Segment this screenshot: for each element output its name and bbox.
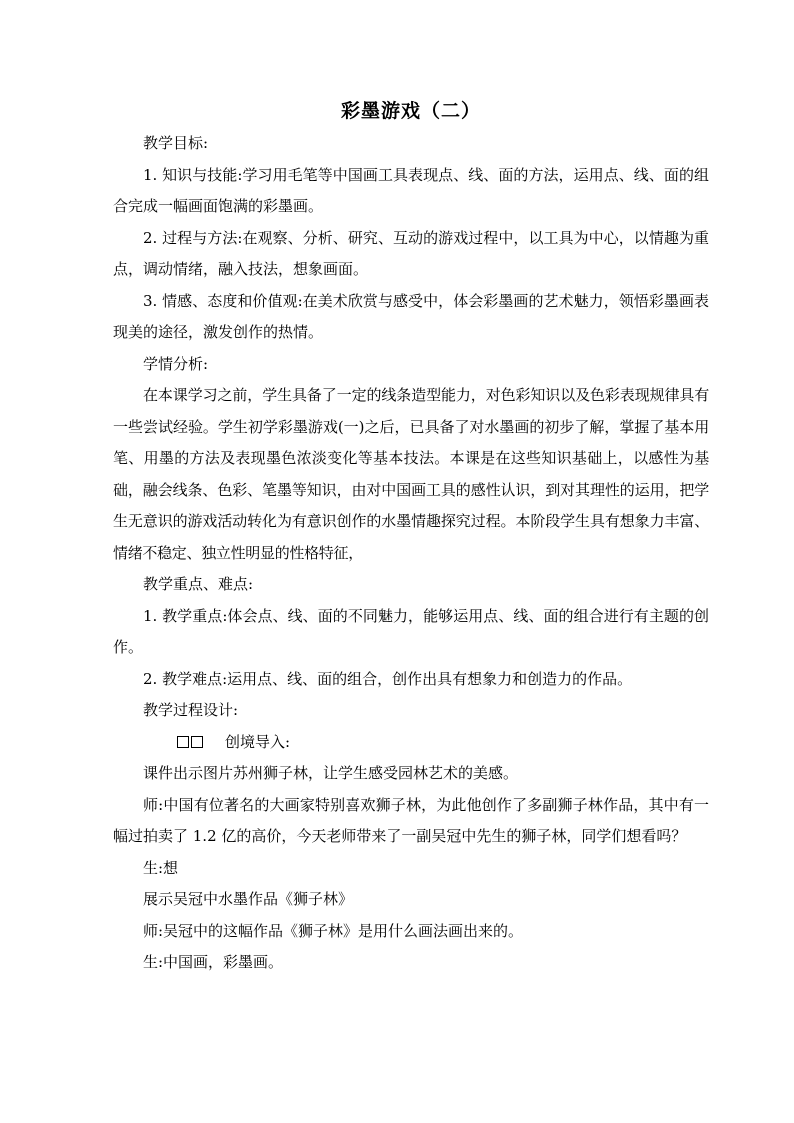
heading-teaching-goals: 教学目标: bbox=[143, 134, 209, 152]
section-heading-line bbox=[113, 727, 709, 759]
heading-teaching-process: 教学过程设计: bbox=[143, 701, 239, 719]
difficult-point-text: 2. 教学难点:运用点、线、面的组合，创作出具有想象力和创造力的作品。 bbox=[143, 669, 633, 688]
courseware-text: 课件出示图片苏州狮子林，让学生感受园林艺术的美感。 bbox=[143, 764, 519, 782]
goal-emotion-values: 3. 情感、态度和价值观:在美术欣赏与感受中，体会彩墨画的艺术魅力，领悟彩墨画表现美的途径，激发创作的热情。 bbox=[113, 291, 709, 341]
show-artwork-text: 展示吴冠中水墨作品《狮子林》 bbox=[143, 890, 354, 908]
heading-key-difficult-points: 教学重点、难点: bbox=[143, 575, 254, 593]
key-point-text: 1. 教学重点:体会点、线、面的不同魅力，能够运用点、线、面的组合进行有主题的创作。 bbox=[113, 606, 709, 656]
document-page bbox=[113, 0, 709, 1123]
document-title: 彩墨游戏（二） bbox=[340, 100, 481, 122]
goal-process-methods: 2. 过程与方法:在观察、分析、研究、互动的游戏过程中，以工具为中心，以情趣为重点，调动情绪，融入技法，想象画面。 bbox=[113, 228, 709, 278]
missing-glyph-icon bbox=[147, 727, 205, 759]
learner-analysis-text: 在本课学习之前，学生具备了一定的线条造型能力，对色彩知识以及色彩表现规律具有一些尝试经验。学生初学彩墨游戏(一)之后，已具备了对水墨画的初步了解，掌握了基本用笔、用墨的方法及表现墨色浓淡变化等基本技法。本课是在这些知识基础上，以感性为基础，融会线条、色彩、笔墨等知识，由对中国画工具的感性认识，到对其理性的运用，把学生无意识的游戏活动转化为有意识创作的水墨情趣探究过程。本阶段学生具有想象力丰富、情绪不稳定、独立性明显的性格特征， bbox=[113, 386, 709, 562]
document-body bbox=[113, 128, 709, 979]
heading-learner-analysis: 学情分析: bbox=[143, 354, 209, 373]
student-line-1: 生:想 bbox=[143, 858, 179, 877]
goal-knowledge-skills: 1. 知识与技能:学习用毛笔等中国画工具表现点、线、面的方法，运用点、线、面的组合完成一幅画面饱满的彩墨画。 bbox=[113, 165, 709, 215]
section-heading: 创境导入: bbox=[225, 732, 291, 751]
teacher-line-1: 师:中国有位著名的大画家特别喜欢狮子林，为此他创作了多副狮子林作品，其中有一幅过拍卖了 1.2 亿的高价，今天老师带来了一副吴冠中先生的狮子林，同学们想看吗？ bbox=[113, 795, 709, 845]
teacher-line-2: 师:吴冠中的这幅作品《狮子林》是用什么画法画出来的。 bbox=[143, 921, 524, 940]
student-line-2: 生:中国画，彩墨画。 bbox=[143, 953, 284, 971]
